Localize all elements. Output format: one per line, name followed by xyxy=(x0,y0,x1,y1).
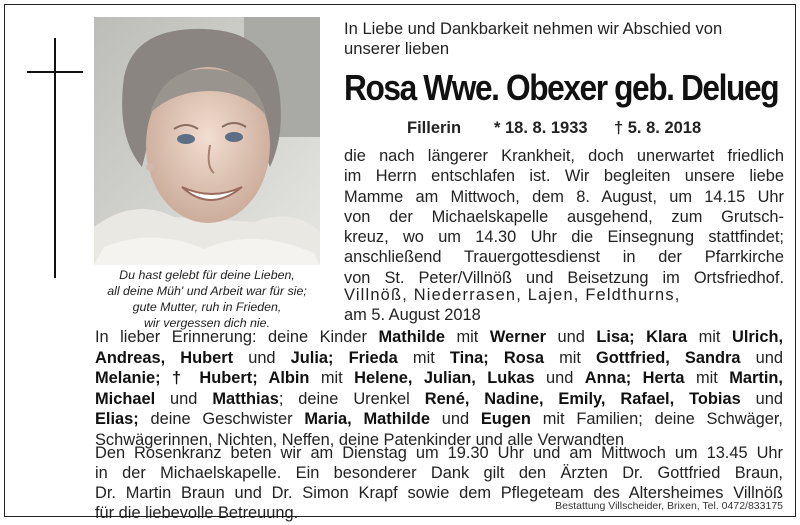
remembrance-line xyxy=(95,389,783,410)
deceased-name: Rosa Wwe. Obexer geb. Delueg xyxy=(344,67,779,108)
verse-line: wir vergessen dich nie. xyxy=(143,316,271,330)
remembrance-text: deine Geschwister xyxy=(138,410,305,428)
relative-name: Elias; xyxy=(95,410,139,428)
date-line: am 5. August 2018 xyxy=(344,306,481,324)
intro-line: unserer lieben xyxy=(344,39,450,58)
rosary-line: in der Michaelskapelle. Ein besonderer Dank gilt den Ärzten Dr. Gottfried Braun, xyxy=(95,464,783,482)
relative-name: Tina; Rosa xyxy=(449,348,544,367)
funeral-announcement xyxy=(344,146,784,288)
rosary-line: Dr. Martin Braun und Dr. Simon Krapf sowie dem Pflegeteam des Altersheimes Villnöß xyxy=(95,484,783,502)
relative-name: Helene, Julian, Lukas xyxy=(354,369,535,387)
remembrance-text: mit xyxy=(309,369,355,387)
remembrance-line xyxy=(95,368,783,389)
remembrance-text: und xyxy=(740,348,783,367)
death-date: † 5. 8. 2018 xyxy=(614,119,702,137)
relative-name: Maria, Mathilde xyxy=(304,410,430,428)
remembrance-text: mit xyxy=(543,348,597,367)
remembrance-line xyxy=(95,327,783,348)
relative-name: Gottfried, Sandra xyxy=(596,348,741,367)
birth-date: * 18. 8. 1933 xyxy=(494,119,588,137)
relative-name: Andreas, Hubert xyxy=(95,348,234,367)
announcement-line: im Herrn entschlafen ist. Wir begleiten unsere liebe xyxy=(344,167,784,186)
relative-name: Anna; Herta xyxy=(584,369,685,387)
intro-text xyxy=(344,19,784,59)
place-and-date xyxy=(344,285,784,325)
announcement-line: kreuz, wo um 14.30 Uhr die Einsegnung stattfindet; xyxy=(344,228,784,247)
announcement-line: anschließend Trauergottesdienst in der Pfarrkirche xyxy=(344,248,784,267)
rosary-line: Den Rosenkranz beten wir am Dienstag um 19.30 Uhr und am Mittwoch um 13.45 Uhr xyxy=(95,444,783,462)
remembrance-text: und xyxy=(233,348,291,367)
intro-line: In Liebe und Dankbarkeit nehmen wir Abschied von xyxy=(344,19,723,38)
relative-name: Ulrich, xyxy=(732,328,784,346)
relative-name: Martin, xyxy=(729,369,783,387)
remembrance-text: und xyxy=(429,410,481,428)
relative-name: Mathilde xyxy=(378,328,445,346)
announcement-line: Mamme am Mittwoch, dem 8. August, um 14.15 Uhr xyxy=(344,187,784,206)
remembrance-text: In lieber Erinnerung: deine Kinder xyxy=(95,328,379,346)
remembrance-text: mit Familien; deine Schwäger, xyxy=(530,410,783,428)
announcement-line: von St. Peter/Villnöß und Beisetzung im Ortsfriedhof. xyxy=(344,268,784,287)
announcement-line: von der Michaelskapelle ausgehend, zum Grutsch- xyxy=(344,207,784,226)
remembrance-text: Schwägerinnen, Nichten, Neffen, deine Patenkinder und alle Verwandten xyxy=(95,430,625,449)
remembrance-line xyxy=(95,409,783,430)
verse-line: all deine Müh' und Arbeit war für sie; xyxy=(107,284,307,298)
remembrance-list xyxy=(95,327,783,450)
relative-name: Julia; Frieda xyxy=(290,348,398,367)
places-line: Villnöß, Niederrasen, Lajen, Feldthurns, xyxy=(344,286,681,304)
verse-line: Du hast gelebt für deine Lieben, xyxy=(119,268,295,282)
relative-name: Lisa; Klara xyxy=(596,328,688,346)
relative-name: Michael xyxy=(95,389,156,408)
remembrance-text: mit xyxy=(397,348,450,367)
relative-name: René, Nadine, Emily, Rafael, Tobias xyxy=(424,389,741,408)
remembrance-text: und xyxy=(740,389,783,408)
verse-line: gute Mutter, ruh in Frieden, xyxy=(132,300,282,314)
portrait-image xyxy=(94,17,320,265)
relative-name: Werner xyxy=(489,328,547,346)
remembrance-text: ; deine Urenkel xyxy=(278,389,425,408)
relative-name: Melanie; † Hubert; Albin xyxy=(95,369,310,387)
remembrance-text: und xyxy=(546,328,597,346)
remembrance-text: mit xyxy=(687,328,732,346)
remembrance-text: und xyxy=(534,369,585,387)
nickname: Fillerin xyxy=(407,119,462,137)
relative-name: Eugen xyxy=(480,410,531,428)
obituary-notice xyxy=(4,4,796,522)
cross-symbol xyxy=(27,38,83,278)
remembrance-text: mit xyxy=(684,369,730,387)
rosary-line: für die liebevolle Betreuung. xyxy=(95,504,299,522)
relative-name: Matthias xyxy=(212,389,279,408)
memorial-verse xyxy=(94,267,320,331)
remembrance-text: mit xyxy=(444,328,490,346)
remembrance-text: und xyxy=(155,389,213,408)
funeral-home-credit: Bestattung Villscheider, Brixen, Tel. 0472/833175 xyxy=(555,500,783,512)
remembrance-line xyxy=(95,348,783,369)
announcement-line: die nach längerer Krankheit, doch unerwartet friedlich xyxy=(344,147,784,165)
portrait-photo xyxy=(94,17,320,265)
